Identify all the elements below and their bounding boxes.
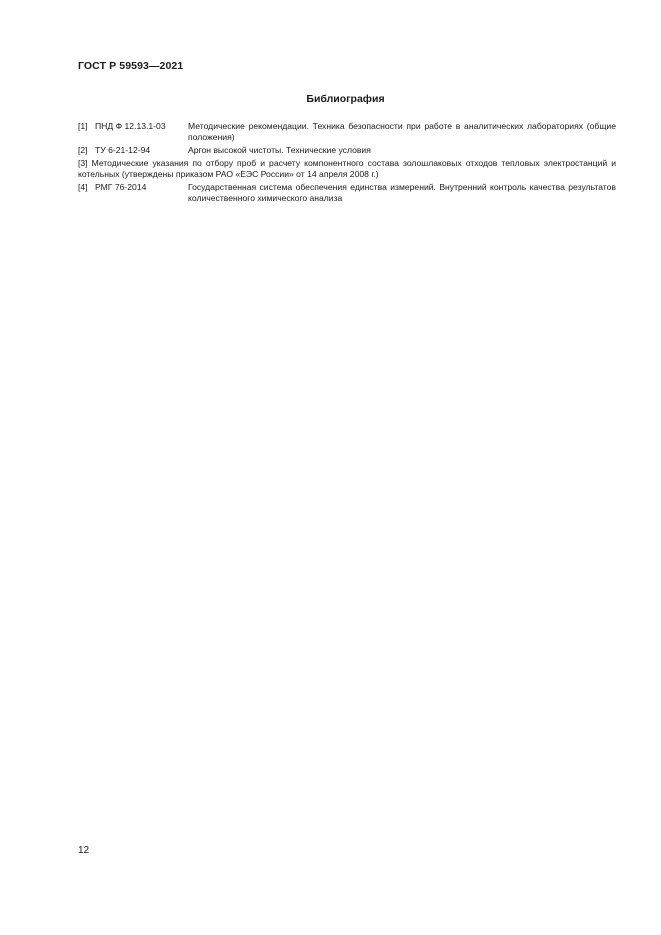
section-title: Библиография	[306, 93, 385, 105]
bibliography-entry	[78, 158, 616, 180]
entry-number: [1]	[78, 121, 88, 131]
entry-reference: ТУ 6-21-12-94	[95, 144, 151, 155]
page-number: 12	[78, 845, 90, 856]
entry-number: [2]	[78, 144, 88, 155]
bibliography-entry	[78, 145, 616, 156]
entry-description: Аргон высокой чистоты. Технические условия	[188, 144, 371, 155]
entry-number: [4]	[78, 181, 88, 192]
entry-description: Государственная система обеспечения единства измерений. Внутренний контроль качества результатов количественного химического анализа	[188, 181, 616, 203]
document-code: ГОСТ Р 59593—2021	[78, 60, 184, 72]
entry-description: Методические указания по отбору проб и расчету компонентного состава золошлаковых отходов тепловых электростанций и котельных (утверждены приказом РАО «ЕЭС России» от 14 апреля 2008 г.)	[78, 157, 616, 179]
bibliography-entry	[78, 182, 616, 204]
bibliography-entry	[78, 121, 616, 143]
bibliography-list	[78, 121, 616, 205]
entry-reference: РМГ 76-2014	[95, 181, 147, 192]
entry-number: [3]	[78, 157, 88, 168]
entry-reference: ПНД Ф 12.13.1-03	[95, 121, 166, 131]
entry-description: Методические рекомендации. Техника безопасности при работе в аналитических лабораториях (общие положения)	[188, 121, 616, 143]
